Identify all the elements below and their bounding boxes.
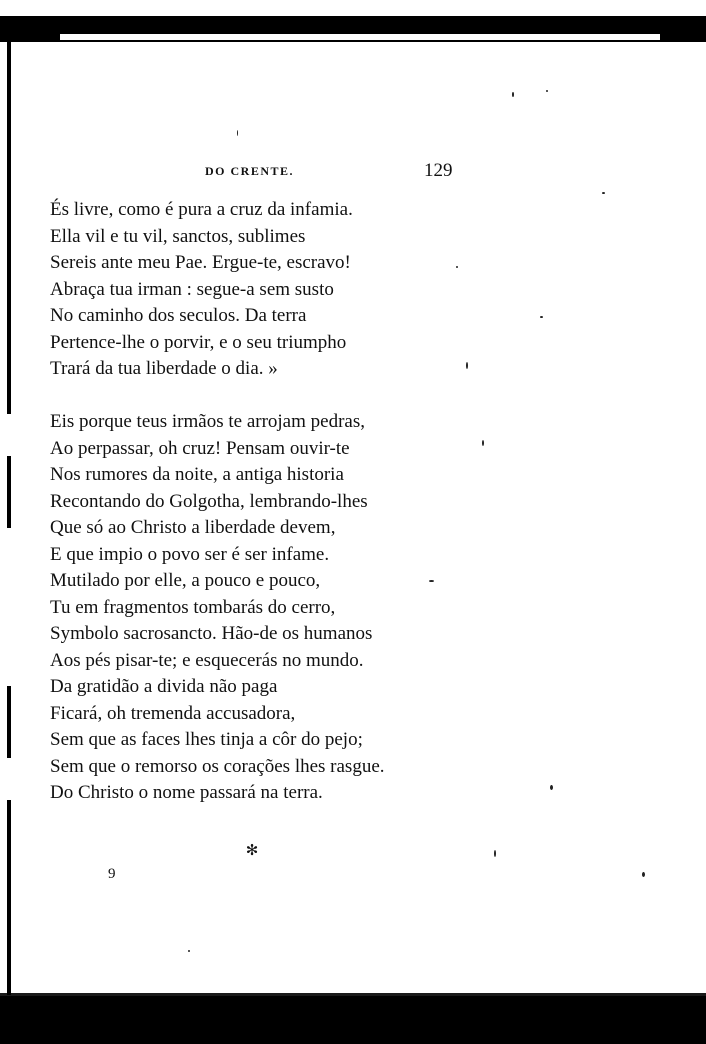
- scan-margin-mark: [7, 686, 11, 758]
- scan-margin-mark: [7, 800, 11, 995]
- signature-mark: 9: [108, 866, 116, 882]
- scan-speck: [642, 872, 645, 877]
- verse-line: Abraça tua irman : segue-a sem susto: [50, 278, 334, 300]
- verse-line: Recontando do Golgotha, lembrando-lhes: [50, 490, 368, 512]
- page-number: 129: [424, 160, 453, 181]
- verse-line: Do Christo o nome passará na terra.: [50, 782, 323, 803]
- scan-speck: [188, 950, 190, 952]
- poem-stanza-2: [50, 409, 385, 807]
- scan-speck: [494, 850, 496, 857]
- verse-line: Nos rumores da noite, a antiga historia: [50, 464, 344, 485]
- verse-line: Trará da tua liberdade o dia. »: [50, 358, 278, 379]
- verse-line: Sereis ante meu Pae. Ergue-te, escravo!: [50, 252, 351, 273]
- verse-line: Sem que o remorso os corações lhes rasgue.: [50, 755, 385, 777]
- scan-margin-mark: [7, 42, 11, 414]
- scan-border-bottom-edge: [0, 993, 706, 996]
- verse-line: Da gratidão a divida não paga: [50, 676, 278, 697]
- verse-line: Ella vil e tu vil, sanctos, sublimes: [50, 225, 306, 247]
- verse-line: Que só ao Christo a liberdade devem,: [50, 517, 336, 538]
- scan-speck: [540, 316, 543, 318]
- scan-speck: [482, 440, 484, 446]
- verse-line: Aos pés pisar-te; e esquecerás no mundo.: [50, 649, 364, 671]
- scan-speck: [602, 192, 605, 194]
- verse-line: Ficará, oh tremenda accusadora,: [50, 702, 296, 724]
- scan-speck: [550, 785, 553, 790]
- poem-stanza-1: [50, 197, 353, 383]
- scan-margin-mark: [7, 456, 11, 528]
- scan-speck: [512, 92, 514, 97]
- scan-speck: [466, 362, 468, 369]
- verse-line: No caminho dos seculos. Da terra: [50, 305, 307, 326]
- scan-speck: [429, 580, 434, 582]
- verse-line: És livre, como é pura a cruz da infamia.: [50, 199, 353, 220]
- scan-speck: [237, 130, 238, 136]
- ornament-icon: ✻: [245, 843, 259, 859]
- verse-line: Ao perpassar, oh cruz! Pensam ouvir-te: [50, 437, 350, 459]
- scan-border-bottom: [0, 993, 706, 1044]
- verse-line: Tu em fragmentos tombarás do cerro,: [50, 596, 336, 618]
- scan-speck: [546, 90, 548, 92]
- verse-line: E que impio o povo ser é ser infame.: [50, 543, 330, 565]
- verse-line: Pertence-lhe o porvir, e o seu triumpho: [50, 331, 347, 353]
- running-head-title: DO CRENTE.: [205, 164, 295, 178]
- scan-speck: [456, 266, 458, 268]
- verse-line: Symbolo sacrosancto. Hão-de os humanos: [50, 623, 373, 644]
- verse-line: Mutilado por elle, a pouco e pouco,: [50, 570, 321, 591]
- scan-border-top-edge: [60, 34, 660, 40]
- running-head: [0, 160, 706, 184]
- verse-line: Sem que as faces lhes tinja a côr do pejo;: [50, 729, 363, 750]
- verse-line: Eis porque teus irmãos te arrojam pedras,: [50, 411, 365, 432]
